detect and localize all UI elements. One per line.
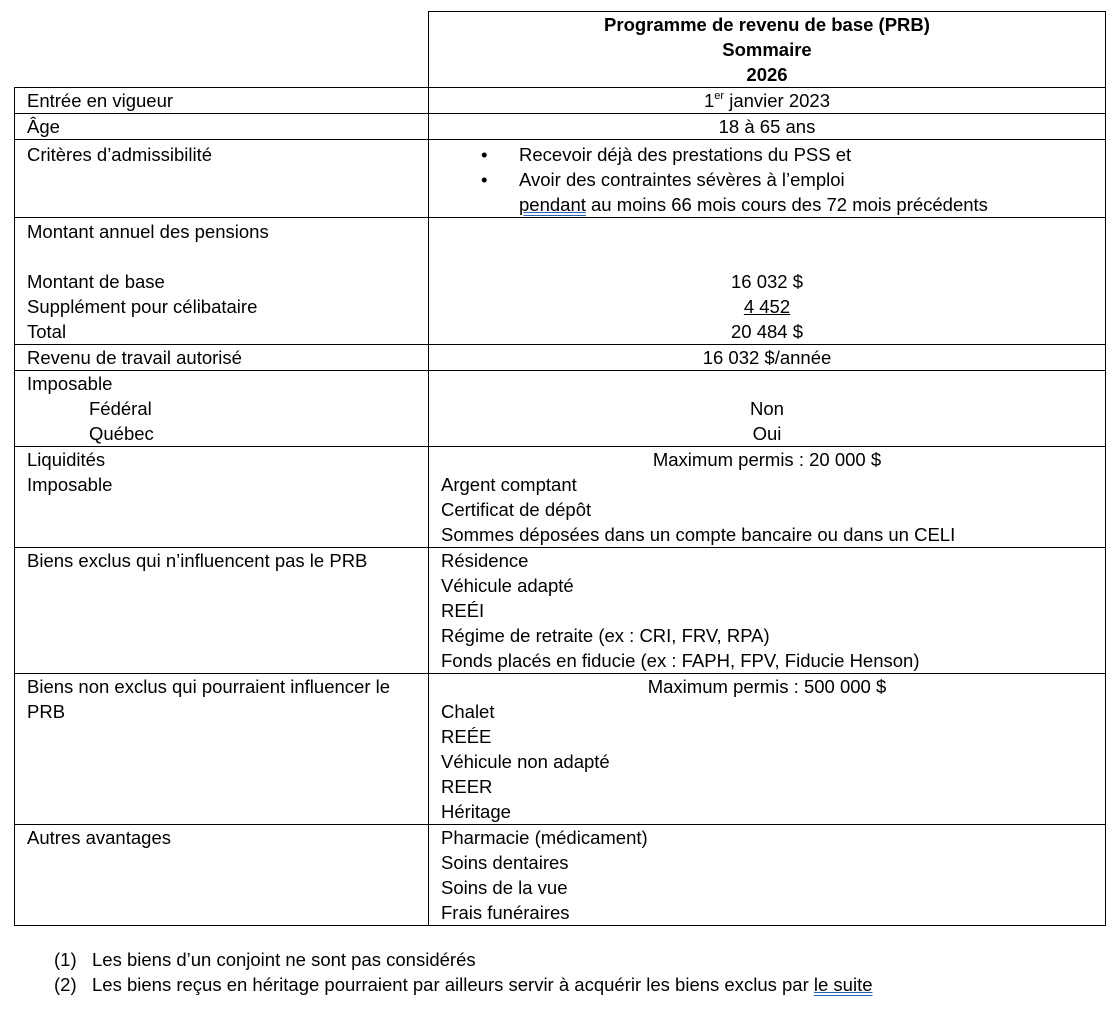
criteres-item-2-continuation <box>429 192 1105 217</box>
criteres-list <box>429 142 1105 192</box>
liquidites-max: Maximum permis : 20 000 $ <box>652 449 882 470</box>
entree-label: Entrée en vigueur <box>27 90 174 111</box>
list-item: Véhicule non adapté <box>441 751 610 772</box>
list-item: REÉI <box>441 600 485 621</box>
revenu-label: Revenu de travail autorisé <box>27 347 242 368</box>
criteres-underlined-word: pendant <box>519 194 586 215</box>
header-row <box>15 12 1106 88</box>
row-label <box>15 218 429 345</box>
exclus-label: Biens exclus qui n’influencent pas le PRB <box>27 550 368 571</box>
row-label <box>15 674 429 825</box>
header-year: 2026 <box>746 64 788 85</box>
criteres-label: Critères d’admissibilité <box>27 144 213 165</box>
entree-date-rest: janvier 2023 <box>724 90 830 111</box>
liquidites-label: Liquidités <box>27 449 106 470</box>
footnote-text: Les biens d’un conjoint ne sont pas considérés <box>92 949 476 970</box>
list-item: Soins dentaires <box>441 852 569 873</box>
imposable-label: Imposable <box>27 373 113 394</box>
montant-total-value: 20 484 $ <box>730 321 803 342</box>
list-item: Sommes déposées dans un compte bancaire ou dans un CELI <box>441 524 956 545</box>
autres-label: Autres avantages <box>27 827 171 848</box>
list-item: Résidence <box>441 550 529 571</box>
quebec-value: Oui <box>752 423 782 444</box>
row-label <box>15 371 429 447</box>
age-value: 18 à 65 ans <box>718 116 816 137</box>
montant-supp-value <box>429 294 1105 319</box>
spacer <box>429 219 1105 244</box>
revenu-value: 16 032 $/année <box>702 347 832 368</box>
non-exclus-max: Maximum permis : 500 000 $ <box>647 676 887 697</box>
footnote-1 <box>54 947 1054 972</box>
spacer <box>27 244 428 269</box>
row-value <box>429 218 1106 345</box>
bullet-icon: • <box>481 144 488 165</box>
list-item: REER <box>441 776 493 797</box>
list-item <box>429 167 1105 192</box>
footnotes <box>54 947 1054 997</box>
list-item: Héritage <box>441 801 511 822</box>
list-item: Véhicule adapté <box>441 575 574 596</box>
footnote-number: (1) <box>54 949 77 970</box>
row-value <box>429 825 1106 926</box>
bullet-icon: • <box>481 169 488 190</box>
list-item: Certificat de dépôt <box>441 499 592 520</box>
table-row <box>15 218 1106 345</box>
row-label <box>15 88 429 114</box>
table-row <box>15 371 1106 447</box>
list-item: Frais funéraires <box>441 902 570 923</box>
row-value <box>429 371 1106 447</box>
footnote-underlined-text: le suite <box>813 974 873 995</box>
footnote-2 <box>54 972 1054 997</box>
montant-total-label: Total <box>27 321 67 342</box>
criteres-item-1: Recevoir déjà des prestations du PSS et <box>519 144 852 165</box>
row-value <box>429 114 1106 140</box>
list-item: Soins de la vue <box>441 877 568 898</box>
entree-sup: er <box>714 89 725 102</box>
table-row <box>15 674 1106 825</box>
table-row <box>15 140 1106 218</box>
montant-base-value: 16 032 $ <box>730 271 803 292</box>
table-row <box>15 548 1106 674</box>
header-title: Programme de revenu de base (PRB) <box>604 14 930 35</box>
liquidites-imposable-label: Imposable <box>27 474 113 495</box>
summary-table <box>14 11 1106 926</box>
list-item: Chalet <box>441 701 495 722</box>
spacer <box>429 371 1105 396</box>
row-label <box>15 548 429 674</box>
header-subtitle: Sommaire <box>722 39 812 60</box>
montant-supp-number: 4 452 <box>743 296 791 317</box>
row-label <box>15 114 429 140</box>
federal-value: Non <box>750 398 784 419</box>
table-row <box>15 88 1106 114</box>
montant-label: Montant annuel des pensions <box>27 221 269 242</box>
row-label <box>15 825 429 926</box>
row-label <box>15 447 429 548</box>
montant-supp-label: Supplément pour célibataire <box>27 296 258 317</box>
table-row <box>15 345 1106 371</box>
criteres-item-2: Avoir des contraintes sévères à l’emploi <box>519 169 845 190</box>
row-value <box>429 140 1106 218</box>
list-item: Régime de retraite (ex : CRI, FRV, RPA) <box>441 625 770 646</box>
list-item: REÉE <box>441 726 492 747</box>
table-row <box>15 447 1106 548</box>
criteres-cont-rest: au moins 66 mois cours des 72 mois précédents <box>585 194 988 215</box>
row-value <box>429 674 1106 825</box>
list-item <box>429 142 1105 167</box>
row-value <box>429 88 1106 114</box>
list-item: Pharmacie (médicament) <box>441 827 648 848</box>
header-blank-cell <box>15 12 429 88</box>
table-header <box>429 12 1106 88</box>
spacer <box>429 244 1105 269</box>
row-value <box>429 345 1106 371</box>
row-label <box>15 345 429 371</box>
row-value <box>429 548 1106 674</box>
footnote-text: Les biens reçus en héritage pourraient par ailleurs servir à acquérir les biens exclus par <box>92 974 814 995</box>
table-row <box>15 825 1106 926</box>
footnote-number: (2) <box>54 974 77 995</box>
row-value <box>429 447 1106 548</box>
list-item: Fonds placés en fiducie (ex : FAPH, FPV, Fiducie Henson) <box>441 650 920 671</box>
quebec-label: Québec <box>89 423 154 444</box>
table-row <box>15 114 1106 140</box>
entree-day: 1 <box>703 90 715 111</box>
montant-base-label: Montant de base <box>27 271 165 292</box>
age-label: Âge <box>27 116 60 137</box>
non-exclus-label: Biens non exclus qui pourraient influencer le PRB <box>27 676 391 722</box>
list-item: Argent comptant <box>441 474 577 495</box>
federal-label: Fédéral <box>89 398 152 419</box>
row-label <box>15 140 429 218</box>
